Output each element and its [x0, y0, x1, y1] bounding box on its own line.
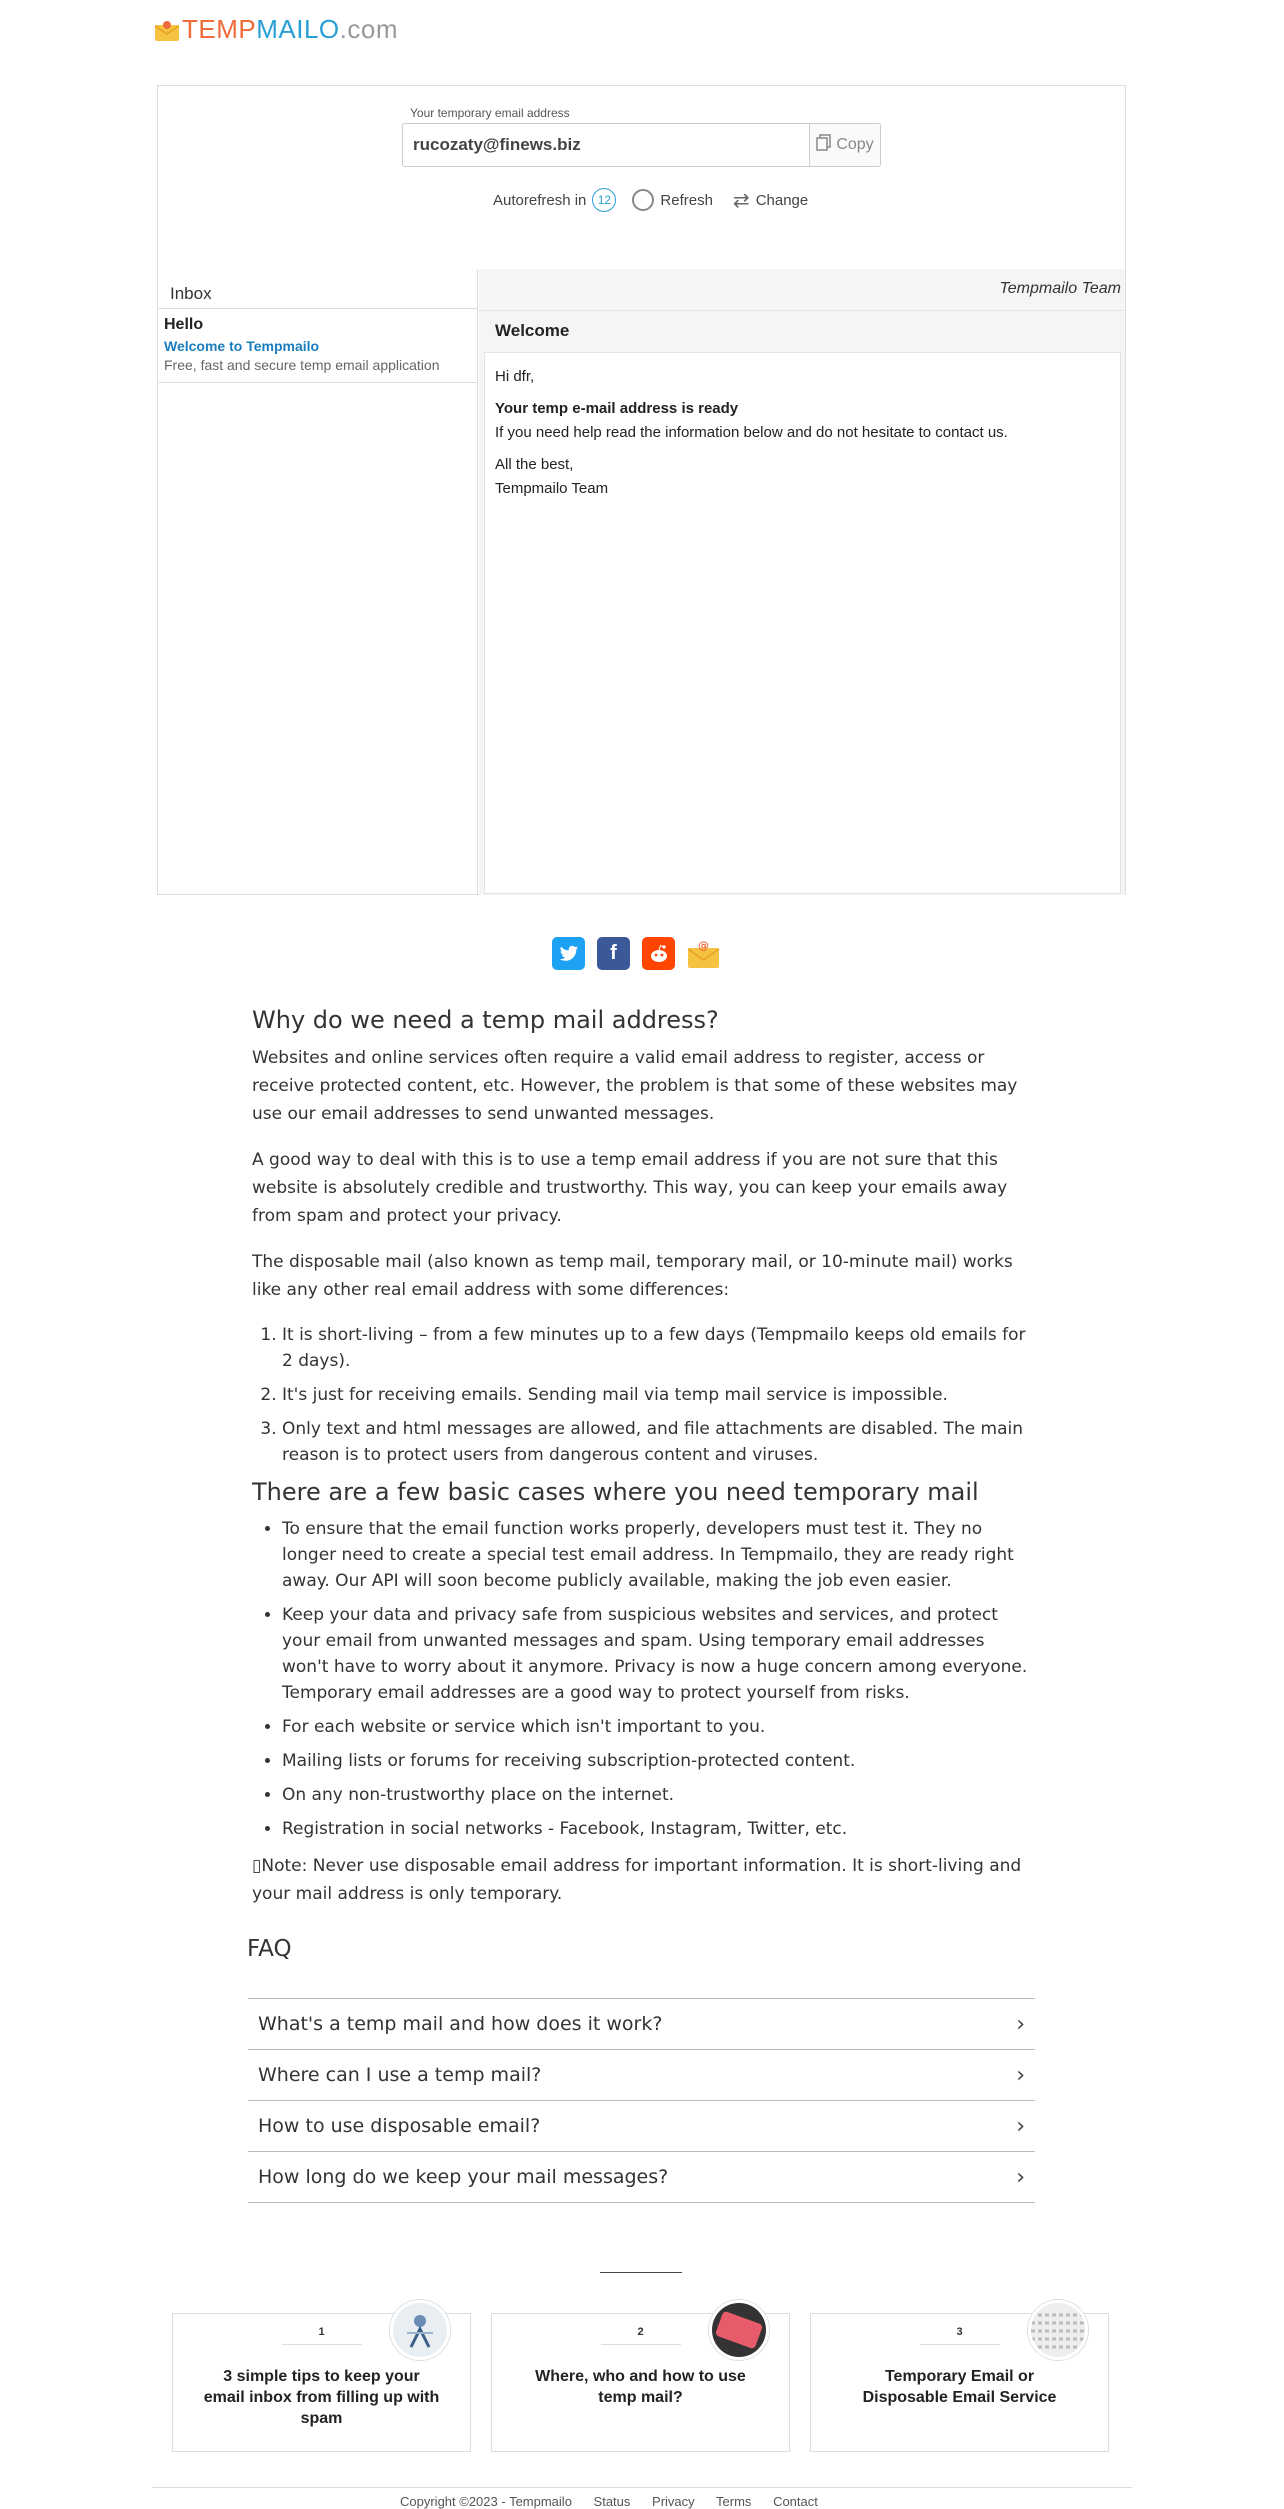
chevron-right-icon: › [1016, 2062, 1025, 2088]
list-item: 1. It is short-living – from a few minutes up to a few days (Tempmailo keeps old emails for 2 days). [282, 1322, 1032, 1374]
message-subject: Welcome to Tempmailo [164, 338, 320, 354]
faq-question: How to use disposable email? [258, 2115, 541, 2137]
envelope-logo-icon [154, 18, 180, 40]
chevron-right-icon: › [1016, 2113, 1025, 2139]
viewer-subject: Welcome [479, 310, 1125, 350]
refresh-controls [493, 186, 808, 214]
copy-icon [816, 134, 832, 157]
list-item: • On any non-trustworthy place on the internet. [282, 1782, 1032, 1808]
faq-item[interactable] [248, 2152, 1035, 2203]
differences-list [252, 1322, 1032, 1468]
footer-divider [152, 2487, 1132, 2488]
chevron-right-icon: › [1016, 2164, 1025, 2190]
email-icon[interactable] [687, 937, 720, 970]
card-title[interactable]: 3 simple tips to keep your email inbox from filling up with spam [203, 2368, 440, 2427]
autorefresh-label: Autorefresh in [493, 191, 587, 209]
inbox-message[interactable] [158, 310, 478, 383]
blog-card[interactable] [491, 2313, 790, 2452]
footer-link-contact[interactable]: Contact [773, 2494, 818, 2509]
inbox-title: Inbox [158, 279, 478, 309]
article-heading-cases: There are a few basic cases where you need temporary mail [252, 1478, 979, 1506]
change-icon[interactable]: ⇄ [732, 189, 750, 212]
body-signoff: All the best, [495, 456, 574, 473]
footer-link-privacy[interactable]: Privacy [652, 2494, 695, 2509]
list-item: • Mailing lists or forums for receiving subscription-protected content. [282, 1748, 1032, 1774]
article [252, 1006, 1032, 1926]
faq-list [248, 1998, 1035, 2203]
twitter-icon[interactable] [552, 937, 585, 970]
blog-cards [172, 2313, 1109, 2452]
body-heading: Your temp e-mail address is ready [495, 400, 739, 417]
card-title[interactable]: Where, who and how to use temp mail? [535, 2368, 746, 2406]
copy-button[interactable] [809, 124, 880, 166]
faq-question: What's a temp mail and how does it work? [258, 2013, 663, 2035]
address-label: Your temporary email address [410, 106, 570, 120]
footer-copyright: Copyright ©2023 - Tempmailo [400, 2494, 572, 2509]
blog-card[interactable] [810, 2313, 1109, 2452]
faq-title: FAQ [247, 1936, 292, 1962]
viewer-body [484, 352, 1121, 894]
logo-text-mailo: MAILO [256, 13, 340, 44]
note-text: Note: Never use disposable email address for important information. It is short-living and your mail address is only temporary. [252, 1856, 1022, 1904]
list-item: • Keep your data and privacy safe from suspicious websites and services, and protect your email from unwanted messages and spam. Using temporary email addresses won't have to worry about it anymore. Privacy is now a huge concern among everyone. Temporary email addresses are a good way to protect yourself from risks. [282, 1602, 1032, 1706]
faq-question: How long do we keep your mail messages? [258, 2166, 669, 2188]
change-button[interactable]: Change [755, 191, 809, 209]
svg-text:@: @ [698, 938, 709, 952]
list-item: • Registration in social networks - Facebook, Instagram, Twitter, etc. [282, 1816, 1032, 1842]
note-icon: ▯ [252, 1856, 262, 1876]
footer-link-terms[interactable]: Terms [716, 2494, 752, 2509]
list-item: 3. Only text and html messages are allowed, and file attachments are disabled. The main reason is to protect users from dangerous content and viruses. [282, 1416, 1032, 1468]
message-from: Hello [164, 316, 204, 333]
body-line: If you need help read the information below and do not hesitate to contact us. [495, 424, 1008, 441]
card-number: 2 [492, 2326, 789, 2345]
article-heading-why: Why do we need a temp mail address? [252, 1006, 719, 1034]
card-number: 1 [173, 2326, 470, 2345]
body-signature: Tempmailo Team [495, 480, 609, 497]
body-greeting: Hi dfr, [495, 368, 535, 385]
card-title[interactable]: Temporary Email or Disposable Email Service [862, 2368, 1057, 2406]
logo-text-domain: .com [339, 13, 398, 44]
article-note [252, 1852, 1032, 1908]
list-item: • To ensure that the email function works properly, developers must test it. They no longer need to create a special test email address. In Tempmailo, they are ready right away. Our API will soon become publicly available, making the job even easier. [282, 1516, 1032, 1594]
card-number: 3 [811, 2326, 1108, 2345]
autorefresh-countdown: 12 [592, 188, 616, 212]
refresh-button[interactable]: Refresh [660, 191, 713, 209]
site-logo[interactable] [154, 12, 398, 46]
section-divider [600, 2272, 682, 2273]
message-preview: Free, fast and secure temp email application [164, 357, 440, 373]
list-item: • For each website or service which isn't important to you. [282, 1714, 1032, 1740]
article-paragraph: Websites and online services often require a valid email address to register, access or receive protected content, etc. However, the problem is that some of these websites may use our email addresses to send unwanted messages. [252, 1048, 1018, 1124]
faq-question: Where can I use a temp mail? [258, 2064, 542, 2086]
article-paragraph: A good way to deal with this is to use a temp email address if you are not sure that this website is absolutely credible and trustworthy. This way, you can keep your emails away from spam and protect your privacy. [252, 1150, 1008, 1226]
logo-text-temp: TEMP [182, 13, 257, 44]
faq-item[interactable] [248, 2101, 1035, 2152]
reddit-icon[interactable] [642, 937, 675, 970]
list-item: 2. It's just for receiving emails. Sending mail via temp mail service is impossible. [282, 1382, 1032, 1408]
facebook-icon[interactable]: f [597, 937, 630, 970]
footer [400, 2494, 836, 2509]
address-field [402, 123, 881, 167]
chevron-right-icon: › [1016, 2011, 1025, 2037]
faq-item[interactable] [248, 1999, 1035, 2050]
blog-card[interactable] [172, 2313, 471, 2452]
cases-list [252, 1516, 1032, 1842]
article-paragraph: The disposable mail (also known as temp mail, temporary mail, or 10-minute mail) works like any other real email address with some differences: [252, 1252, 1013, 1300]
refresh-icon[interactable] [632, 189, 654, 211]
faq-item[interactable] [248, 2050, 1035, 2101]
social-share [552, 937, 720, 970]
email-address-value[interactable]: rucozaty@finews.biz [413, 135, 581, 154]
copy-label: Copy [836, 136, 874, 153]
footer-link-status[interactable]: Status [593, 2494, 631, 2509]
viewer-sender: Tempmailo Team [999, 280, 1121, 297]
